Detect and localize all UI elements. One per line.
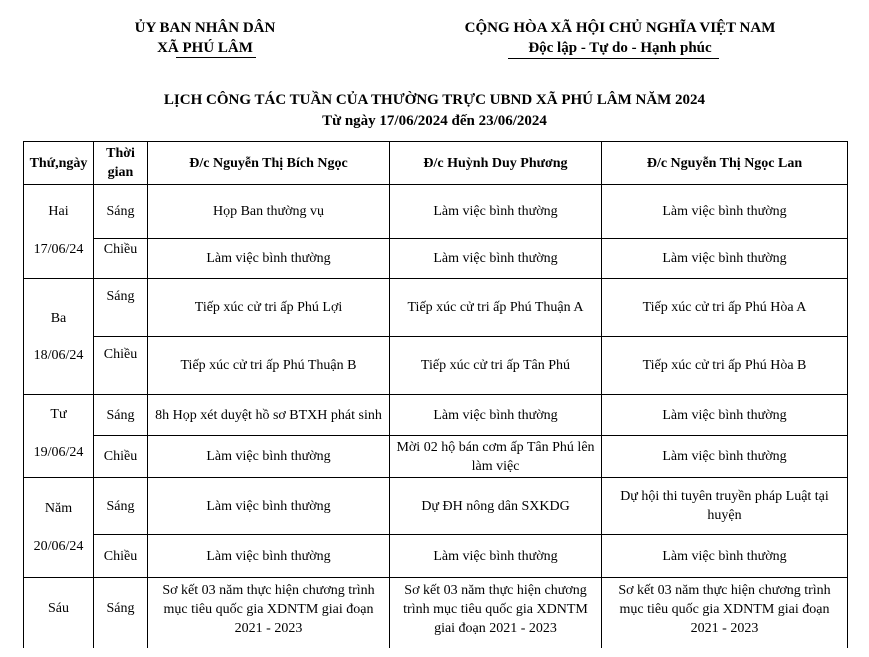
col-header-person-3: Đ/c Nguyễn Thị Ngọc Lan [602,142,848,185]
org-line-2: XÃ PHÚ LÂM [157,40,253,56]
task-cell: Mời 02 hộ bán cơm ấp Tân Phú lên làm việc [390,436,602,478]
table-row [24,395,848,436]
task-cell: Làm việc bình thường [602,395,848,436]
task-cell: Sơ kết 03 năm thực hiện chương trình mục tiêu quốc gia XDNTM giai đoạn 2021 - 2023 [390,578,602,648]
task-cell: Tiếp xúc cử tri ấp Phú Lợi [148,279,390,337]
task-cell: Tiếp xúc cử tri ấp Phú Thuận A [390,279,602,337]
task-cell: Làm việc bình thường [148,436,390,478]
document-title: LỊCH CÔNG TÁC TUẦN CỦA THƯỜNG TRỰC UBND XÃ PHÚ LÂM NĂM 2024 [163,92,706,108]
day-cell-friday [24,578,94,648]
task-cell: Sơ kết 03 năm thực hiện chương trình mục tiêu quốc gia XDNTM giai đoạn 2021 - 2023 [148,578,390,648]
day-date: 18/06/24 [33,348,84,363]
table-row [24,436,848,478]
task-cell: Tiếp xúc cử tri ấp Tân Phú [390,337,602,395]
task-cell: Làm việc bình thường [390,535,602,578]
time-cell: Sáng [94,185,148,239]
motto-underline [508,58,719,59]
document-subtitle: Từ ngày 17/06/2024 đến 23/06/2024 [322,113,547,129]
task-cell: Làm việc bình thường [148,478,390,535]
table-row [24,185,848,239]
table-row [24,578,848,648]
day-cell-monday [24,185,94,279]
time-cell: Chiều [94,436,148,478]
national-heading [440,18,800,58]
day-cell-wednesday [24,395,94,478]
nation-line-2: Độc lập - Tự do - Hạnh phúc [528,40,712,56]
task-cell: Làm việc bình thường [602,239,848,279]
org-underline [176,57,256,58]
task-cell: Làm việc bình thường [602,535,848,578]
day-cell-thursday [24,478,94,578]
time-cell: Sáng [94,478,148,535]
col-header-person-2: Đ/c Huỳnh Duy Phương [390,142,602,185]
day-name: Tư [50,407,67,422]
col-header-day: Thứ,ngày [24,142,94,185]
day-name: Năm [44,501,73,516]
task-cell: Làm việc bình thường [148,535,390,578]
day-name: Sáu [48,601,69,616]
task-cell: Dự hội thi tuyên truyền pháp Luật tại huyện [602,478,848,535]
org-line-1: ỦY BAN NHÂN DÂN [134,20,276,36]
time-cell: Sáng [94,578,148,648]
day-date: 20/06/24 [33,539,84,554]
time-cell: Sáng [94,395,148,436]
task-cell: Làm việc bình thường [602,436,848,478]
table-row [24,535,848,578]
day-name: Ba [50,311,67,326]
day-date: 19/06/24 [33,445,84,460]
table-row [24,239,848,279]
time-cell: Sáng [94,279,148,337]
header-row [24,142,848,185]
task-cell: Làm việc bình thường [390,239,602,279]
schedule-table [23,141,848,648]
task-cell: Tiếp xúc cử tri ấp Phú Hòa B [602,337,848,395]
task-cell: Làm việc bình thường [148,239,390,279]
day-name: Hai [48,204,69,219]
table-row [24,279,848,337]
task-cell: Làm việc bình thường [602,185,848,239]
col-header-time-line1: Thời [106,146,135,161]
time-cell: Chiều [94,239,148,279]
task-cell: Dự ĐH nông dân SXKDG [390,478,602,535]
nation-line-1: CỘNG HÒA XÃ HỘI CHỦ NGHĨA VIỆT NAM [464,20,776,36]
col-header-person-1: Đ/c Nguyễn Thị Bích Ngọc [148,142,390,185]
time-cell: Chiều [94,337,148,395]
task-cell: Làm việc bình thường [390,185,602,239]
task-cell: Làm việc bình thường [390,395,602,436]
issuing-authority [120,18,290,58]
col-header-time-line2: gian [107,165,134,180]
day-cell-tuesday [24,279,94,395]
time-cell: Chiều [94,535,148,578]
task-cell: Tiếp xúc cử tri ấp Phú Hòa A [602,279,848,337]
task-cell: 8h Họp xét duyệt hồ sơ BTXH phát sinh [148,395,390,436]
task-cell: Sơ kết 03 năm thực hiện chương trình mục tiêu quốc gia XDNTM giai đoạn 2021 - 2023 [602,578,848,648]
table-row [24,478,848,535]
task-cell: Tiếp xúc cử tri ấp Phú Thuận B [148,337,390,395]
task-cell: Họp Ban thường vụ [148,185,390,239]
day-date: 17/06/24 [33,242,84,257]
col-header-time [94,142,148,185]
table-row [24,337,848,395]
